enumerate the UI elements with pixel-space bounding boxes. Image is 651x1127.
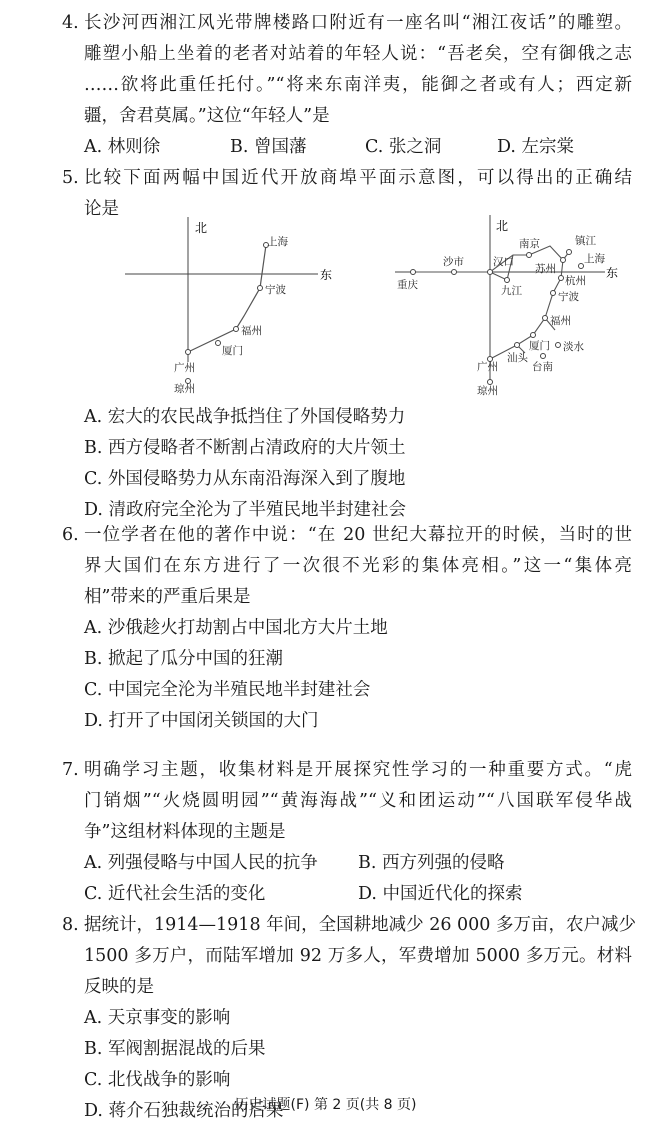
port-dot-ningbo [258, 286, 263, 291]
question-text-line: 界大国们在东方进行了一次很不光彩的集体亮相。”这一“集体亮 [84, 556, 632, 576]
option-a: A. 天京事变的影响 [84, 1008, 231, 1028]
question-text-line: 据统计，1914—1918 年间，全国耕地减少 26 000 多万亩，农户减少 [84, 915, 636, 935]
port-dot-hankou [488, 270, 493, 275]
port-label: 重庆 [397, 279, 418, 291]
port-label: 南京 [519, 238, 540, 250]
port-dot-shanghai [579, 264, 584, 269]
port-dot-fuzhou [234, 327, 239, 332]
option-d: D. 左宗棠 [497, 137, 575, 157]
port-dot-ningbo [551, 291, 556, 296]
option-b: B. 军阀割据混战的后果 [84, 1039, 266, 1059]
question-7 [62, 755, 632, 910]
option-d: D. 中国近代化的探索 [358, 884, 523, 904]
question-text-line: 一位学者在他的著作中说：“在 20 世纪大幕拉开的时候，当时的世 [84, 525, 632, 545]
port-label: 广州 [477, 361, 498, 373]
port-dot-fuzhou [543, 316, 548, 321]
option-c: C. 近代社会生活的变化 [84, 884, 266, 904]
option-row [84, 132, 632, 163]
question-text-line: 反映的是 [84, 977, 154, 997]
question-text-line: 相”带来的严重后果是 [84, 587, 251, 607]
port-label: 九江 [501, 285, 522, 297]
option-d: D. 清政府完全沦为了半殖民地半封建社会 [84, 500, 407, 520]
port-dot-guangzhou [186, 350, 191, 355]
port-label: 厦门 [529, 340, 550, 352]
port-dot-shashi [452, 270, 457, 275]
option-a: A. 林则徐 [84, 137, 161, 157]
option-c: C. 中国完全沦为半殖民地半封建社会 [84, 680, 371, 700]
port-label: 上海 [267, 236, 288, 248]
port-label: 台南 [532, 361, 553, 373]
question-number: 7. [62, 760, 79, 780]
port-dot-hangzhou [559, 276, 564, 281]
port-dot-nanjing [527, 253, 532, 258]
north-label: 北 [195, 221, 208, 235]
port-label: 苏州 [535, 263, 556, 275]
port-dot-xiamen [531, 333, 536, 338]
question-text-line: 长沙河西湘江风光带牌楼路口附近有一座名叫“湘江夜话”的雕塑。 [84, 13, 632, 33]
port-dot-tainan [541, 354, 546, 359]
option-a: A. 宏大的农民战争抵挡住了外国侵略势力 [84, 407, 406, 427]
option-c: C. 北伐战争的影响 [84, 1070, 231, 1090]
port-label: 上海 [584, 253, 605, 265]
port-dot-chongqing [411, 270, 416, 275]
option-b: B. 掀起了瓜分中国的狂潮 [84, 649, 283, 669]
east-label: 东 [606, 266, 619, 280]
question-number: 5. [62, 168, 79, 188]
question-number: 6. [62, 525, 79, 545]
port-label: 宁波 [558, 291, 579, 303]
port-label: 福州 [550, 315, 571, 327]
port-label: 宁波 [265, 284, 286, 296]
question-4 [62, 8, 632, 163]
question-text-line: 疆，舍君莫属。”这位“年轻人”是 [84, 106, 330, 126]
option-a: A. 列强侵略与中国人民的抗争 [84, 853, 318, 873]
port-label: 琼州 [174, 383, 195, 395]
port-label: 淡水 [563, 341, 584, 353]
port-label: 杭州 [565, 275, 586, 287]
treaty-ports-map-late [395, 210, 631, 402]
question-text-line: 门销烟”“火烧圆明园”“黄海海战”“义和团运动”“八国联军侵华战 [84, 791, 632, 811]
port-dot-suzhou [561, 258, 566, 263]
question-number: 4. [62, 13, 79, 33]
port-label: 厦门 [222, 345, 243, 357]
question-number: 8. [62, 915, 79, 935]
question-text-line: 1500 多万户，而陆军增加 92 万多人，军费增加 5000 多万元。材料 [84, 946, 632, 966]
question-5-options [84, 402, 632, 526]
option-row [84, 848, 632, 879]
port-dot-xiamen [216, 341, 221, 346]
port-label: 琼州 [477, 385, 498, 397]
question-6 [62, 520, 632, 737]
port-dot-zhenjiang [567, 250, 572, 255]
port-label: 沙市 [443, 256, 464, 268]
option-c: C. 外国侵略势力从东南沿海深入到了腹地 [84, 469, 406, 489]
port-label: 汉口 [493, 256, 514, 268]
treaty-ports-map-early [118, 212, 348, 402]
question-text-line: 论是 [84, 199, 119, 219]
port-label: 汕头 [507, 352, 528, 364]
question-text-line: 雕塑小船上坐着的老者对站着的年轻人说：“吾老矣，空有御俄之志 [84, 44, 632, 64]
option-b: B. 西方列强的侵略 [358, 853, 505, 873]
question-text-line: 比较下面两幅中国近代开放商埠平面示意图，可以得出的正确结 [84, 168, 632, 188]
port-dot-qiongzhou [488, 380, 493, 385]
option-b: B. 曾国藩 [230, 137, 307, 157]
port-dot-danshui [556, 343, 561, 348]
option-b: B. 西方侵略者不断割占清政府的大片领土 [84, 438, 406, 458]
option-a: A. 沙俄趁火打劫割占中国北方大片土地 [84, 618, 388, 638]
port-label: 广州 [174, 362, 195, 374]
option-c: C. 张之洞 [365, 137, 442, 157]
option-d: D. 蒋介石独裁统治的后果 [84, 1101, 284, 1121]
north-label: 北 [496, 219, 509, 233]
question-text-line: 明确学习主题，收集材料是开展探究性学习的一种重要方式。“虎 [84, 760, 632, 780]
port-dot-shantou [515, 343, 520, 348]
port-label: 福州 [241, 325, 262, 337]
option-d: D. 打开了中国闭关锁国的大门 [84, 711, 319, 731]
port-label: 镇江 [575, 235, 596, 247]
page-footer: 历史试题(F) 第 2 页(共 8 页) [234, 1097, 417, 1113]
port-dot-jiujiang [505, 278, 510, 283]
option-row [84, 879, 632, 910]
question-text-line: ……欲将此重任托付。”“将来东南洋夷，能御之者或有人；西定新 [84, 75, 632, 95]
east-label: 东 [320, 268, 333, 282]
question-text-line: 争”这组材料体现的主题是 [84, 822, 286, 842]
